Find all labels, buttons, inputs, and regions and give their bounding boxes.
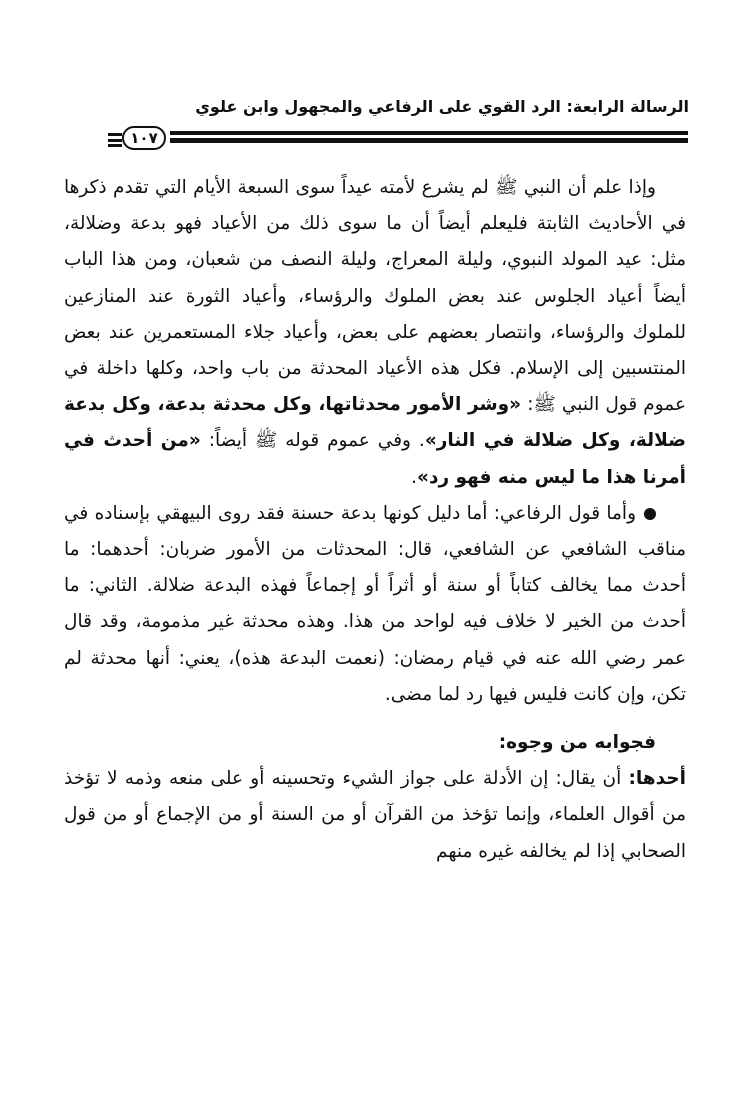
page-number: ١٠٧	[122, 126, 166, 150]
paragraph-response-heading: فجوابه من وجوه:	[498, 732, 656, 754]
rule-left-line	[108, 144, 122, 147]
paragraph-text: . وفي عموم قوله ﷺ أيضاً:	[200, 430, 425, 452]
paragraph-first-point	[64, 761, 686, 870]
hadith-quote: «من أحدث في أمرنا هذا ما ليس منه فهو رد»	[64, 430, 686, 488]
point-label: أحدها:	[628, 768, 686, 790]
paragraph-text: وأما قول الرفاعي: أما دليل كونها بدعة حسنة فقد روى البيهقي بإسناده في مناقب الشافعي عن الشافعي، قال: المحدثات من الأمور ضربان: أحدهما: ما أحدث مما يخالف كتاباً أو سنة أو أثراً أو إجماعاً فهذه البدعة ضلالة. الثاني: ما أحدث من الخير لا خلاف فيه لواحد من هذا. وهذه محدثة غير مذمومة، وقد قال عمر رضي الله عنه في قيام رمضان: (نعمت البدعة هذه)، يعني: أنها محدثة لم تكن، وإن كانت فليس فيها رد لما مضى.	[64, 502, 686, 705]
header-rule	[108, 124, 688, 154]
paragraph-text: وإذا علم أن النبي ﷺ لم يشرع لأمته عيداً سوى السبعة الأيام التي تقدم ذكرها في الأحاديث الثابتة فليعلم أيضاً أن ما سوى ذلك من الأعياد فهو بدعة وضلالة، مثل: عيد المولد النبوي، وليلة المعراج، وليلة النصف من شعبان، ومن هذا الباب أيضاً أعياد الجلوس عند بعض الملوك والرؤساء، وأعياد الثورة عند المنازعين للملوك والرؤساء، وانتصار بعضهم على بعض، وأعياد جلاء المستعمرين عند بعض المنتسبين إلى الإسلام. فكل هذه الأعياد المحدثة من باب واحد، وكلها داخلة في عموم قول النبي ﷺ:	[64, 177, 686, 416]
rule-left-line	[108, 139, 122, 142]
paragraph-rifai-claim	[64, 496, 686, 713]
body-text	[64, 170, 686, 870]
bullet-icon	[644, 508, 656, 520]
running-title: الرسالة الرابعة: الرد القوي على الرفاعي والمجهول وابن علوي	[195, 97, 689, 116]
paragraph-festivals	[64, 170, 686, 496]
rule-thick-line	[170, 138, 688, 143]
paragraph-text: .	[411, 466, 417, 488]
rule-thin-line	[170, 131, 688, 135]
hadith-quote: «وشر الأمور محدثاتها، وكل محدثة بدعة، وكل بدعة ضلالة، وكل ضلالة في النار»	[64, 394, 686, 452]
paragraph-text: أن يقال: إن الأدلة على جواز الشيء وتحسينه أو على منعه وذمه لا تؤخذ من أقوال العلماء، وإنما تؤخذ من القرآن أو من السنة أو من الإجماع أو من قول الصحابي إذا لم يخالفه غيره منهم	[64, 768, 686, 862]
rule-left-line	[108, 133, 122, 136]
